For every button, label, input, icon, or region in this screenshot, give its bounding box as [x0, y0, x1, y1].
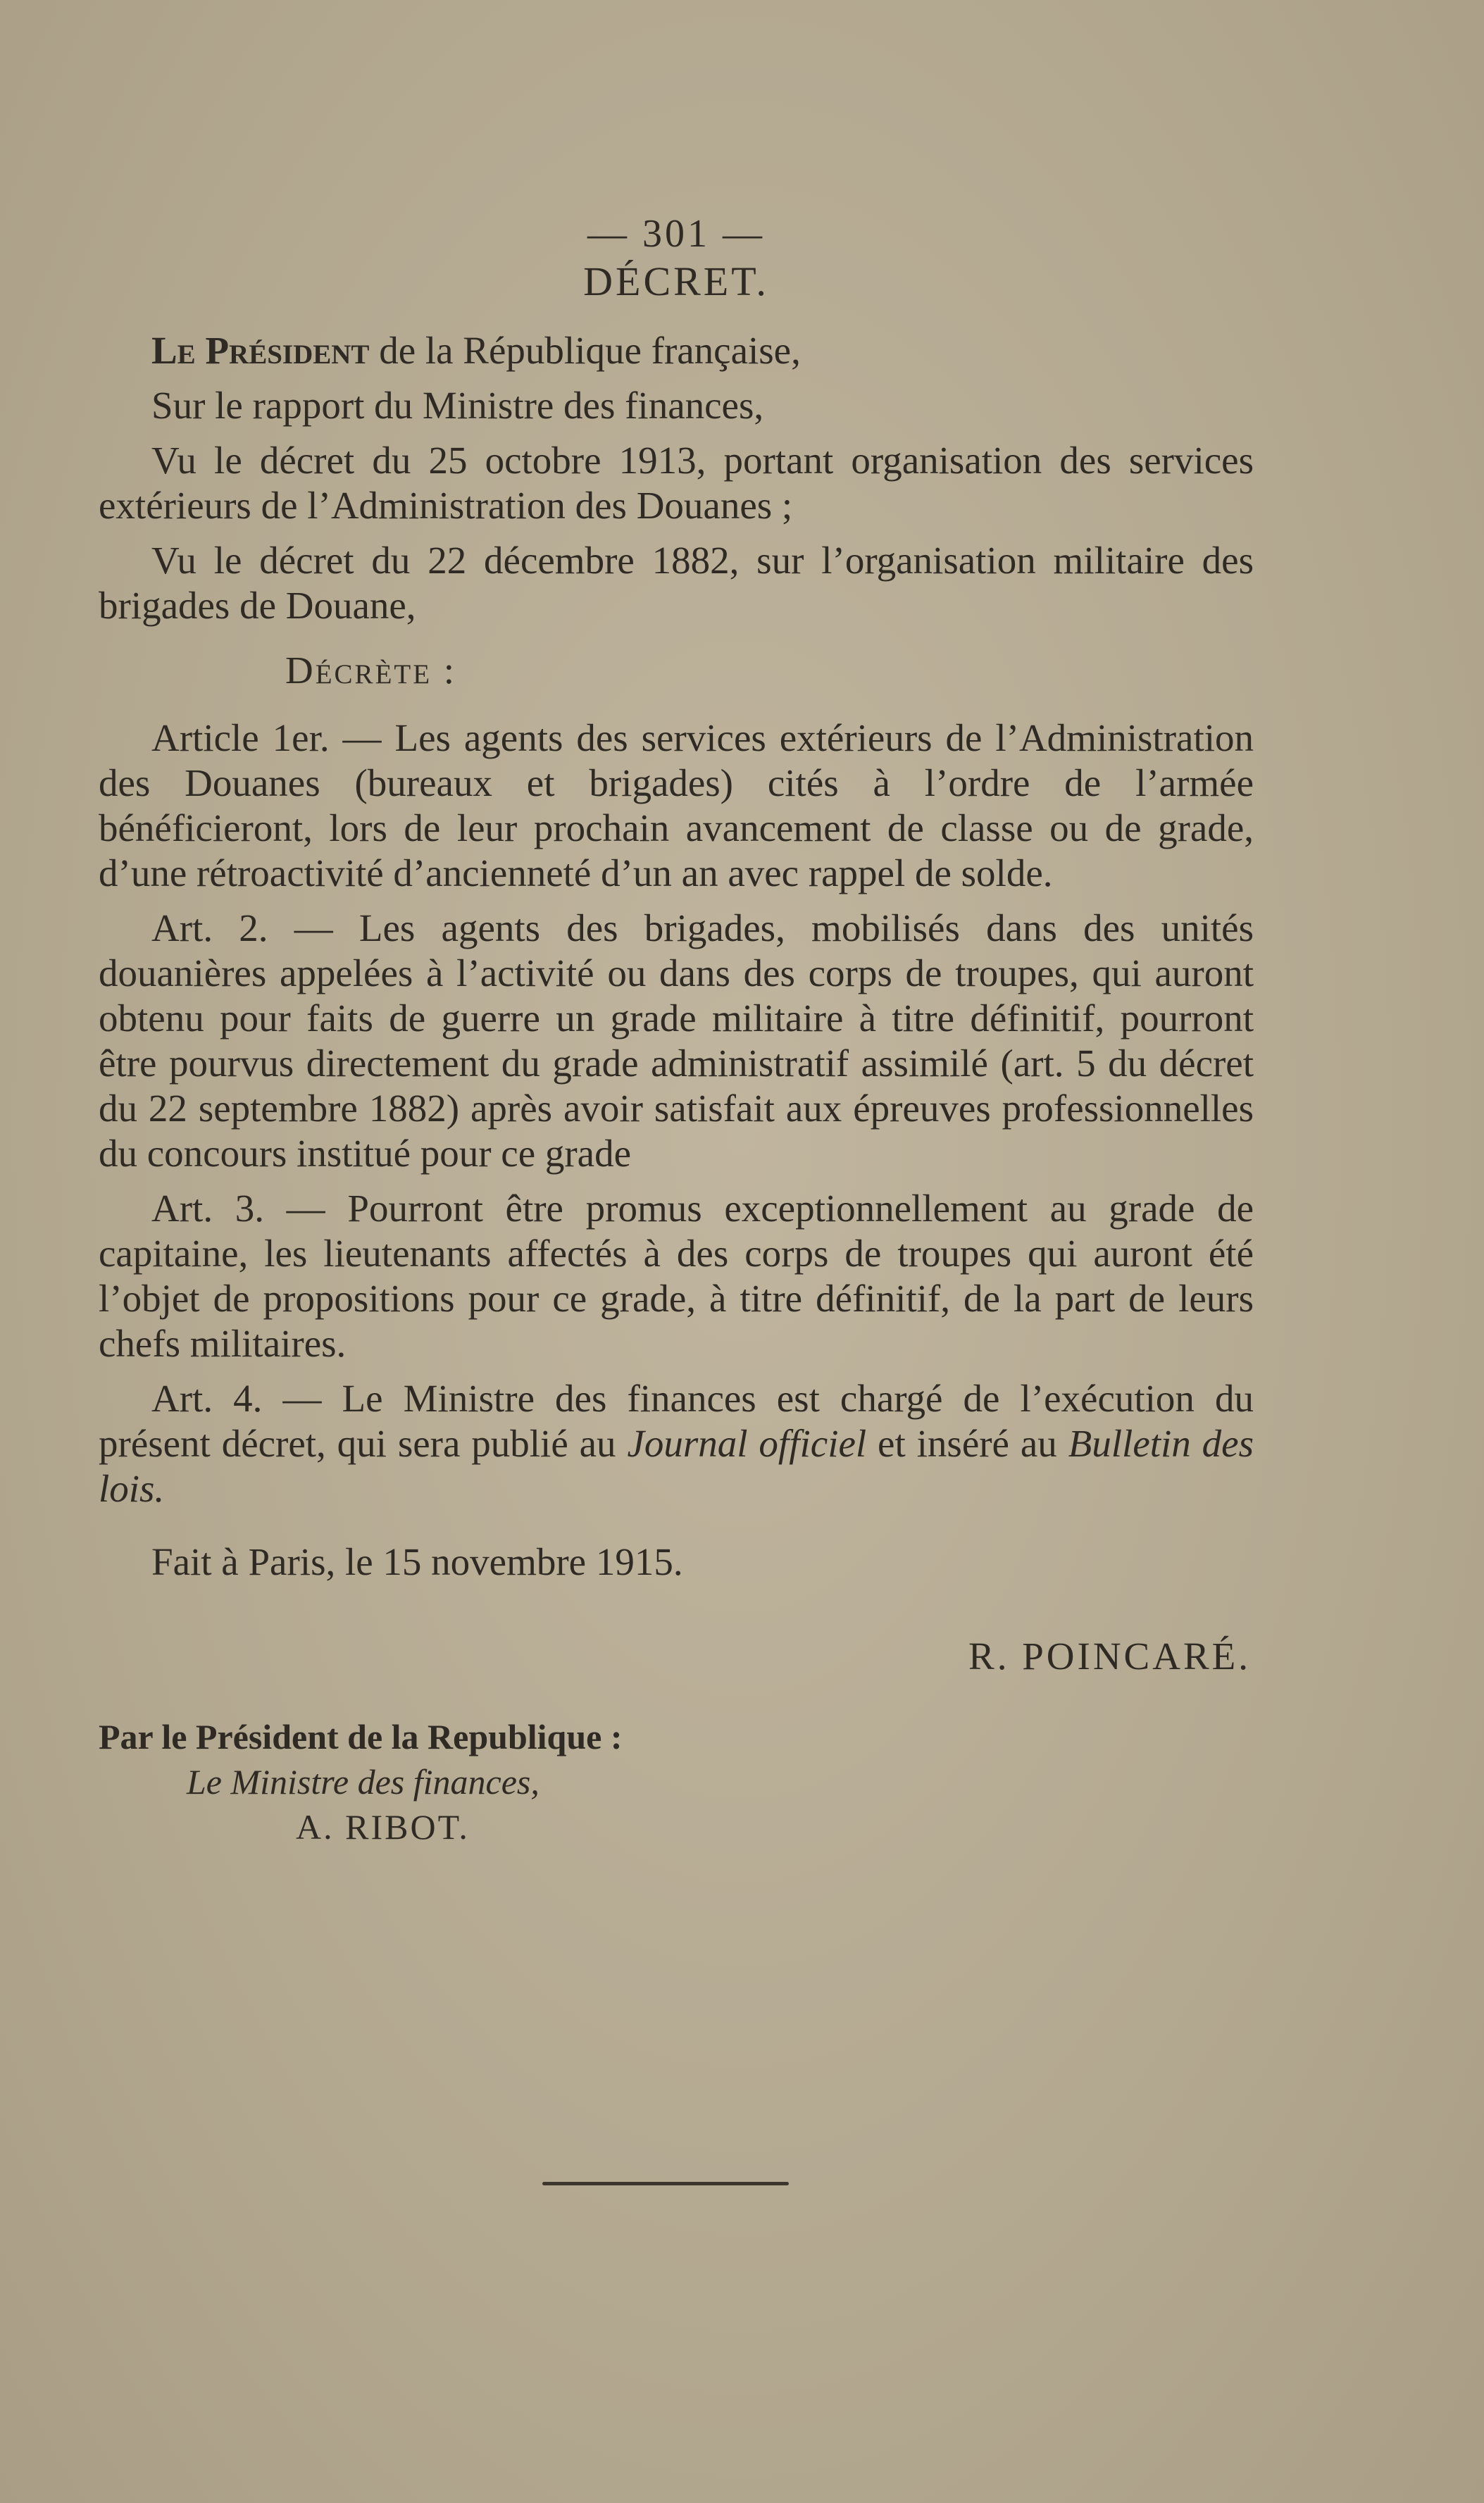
- journal-officiel: Journal officiel: [627, 1422, 867, 1465]
- preamble-vu-1882: Vu le décret du 22 décembre 1882, sur l’organisation militaire des brigades de Douane,: [99, 539, 1254, 627]
- president-rest: de la République française,: [369, 329, 801, 372]
- place-date: Fait à Paris, le 15 novembre 1915.: [151, 1540, 683, 1583]
- preamble-rapport: Sur le rapport du Ministre des finances,: [151, 384, 764, 427]
- article-4-start: Art. 4. — Le Ministre des finances est chargé de l’exécution du présent décret, qui sera publié au: [99, 1377, 1254, 1465]
- countersign-line-3: A. RIBOT.: [296, 1807, 470, 1847]
- countersignature: [99, 1714, 1254, 1849]
- countersign-line-2: Le Ministre des finances,: [187, 1762, 540, 1802]
- decrete-heading: Décrète :: [285, 649, 457, 692]
- decree-title: DÉCRET.: [583, 258, 769, 304]
- preamble-president: [99, 328, 1254, 373]
- closing-rule: [542, 2182, 789, 2185]
- page-number: — 301 —: [587, 212, 765, 256]
- document-body: [99, 211, 1254, 1849]
- article-4: [99, 1376, 1254, 1511]
- president-lead: Le Président: [151, 329, 370, 372]
- signature-president: R. POINCARÉ.: [968, 1635, 1251, 1678]
- countersign-line-1: Par le Président de la Republique :: [99, 1717, 623, 1756]
- article-4-mid: et inséré au: [866, 1422, 1068, 1465]
- bulletin-des-lois: Bulletin des lois.: [99, 1422, 1254, 1510]
- article-3: Art. 3. — Pourront être promus exceptionnellement au grade de capitaine, les lieutenants affectés à des corps de troupes qui auront été l’objet de propositions pour ce grade, à titre définitif, de la part de leurs chefs militaires.: [99, 1187, 1254, 1365]
- preamble-vu-1913: Vu le décret du 25 octobre 1913, portant organisation des services extérieurs de l’Administration des Douanes ;: [99, 439, 1254, 527]
- article-2: Art. 2. — Les agents des brigades, mobilisés dans des unités douanières appelées à l’activité ou dans des corps de troupes, qui auront obtenu pour faits de guerre un grade militaire à titre définitif, pourront être pourvus directement du grade administratif assimilé (art. 5 du décret du 22 septembre 1882) après avoir satisfait aux épreuves professionnelles du concours institué pour ce grade: [99, 906, 1254, 1175]
- article-1: Article 1er. — Les agents des services extérieurs de l’Administration des Douanes (bureaux et brigades) cités à l’ordre de l’armée bénéficieront, lors de leur prochain avancement de classe ou de grade, d’une rétroactivité d’ancienneté d’un an avec rappel de solde.: [99, 716, 1254, 894]
